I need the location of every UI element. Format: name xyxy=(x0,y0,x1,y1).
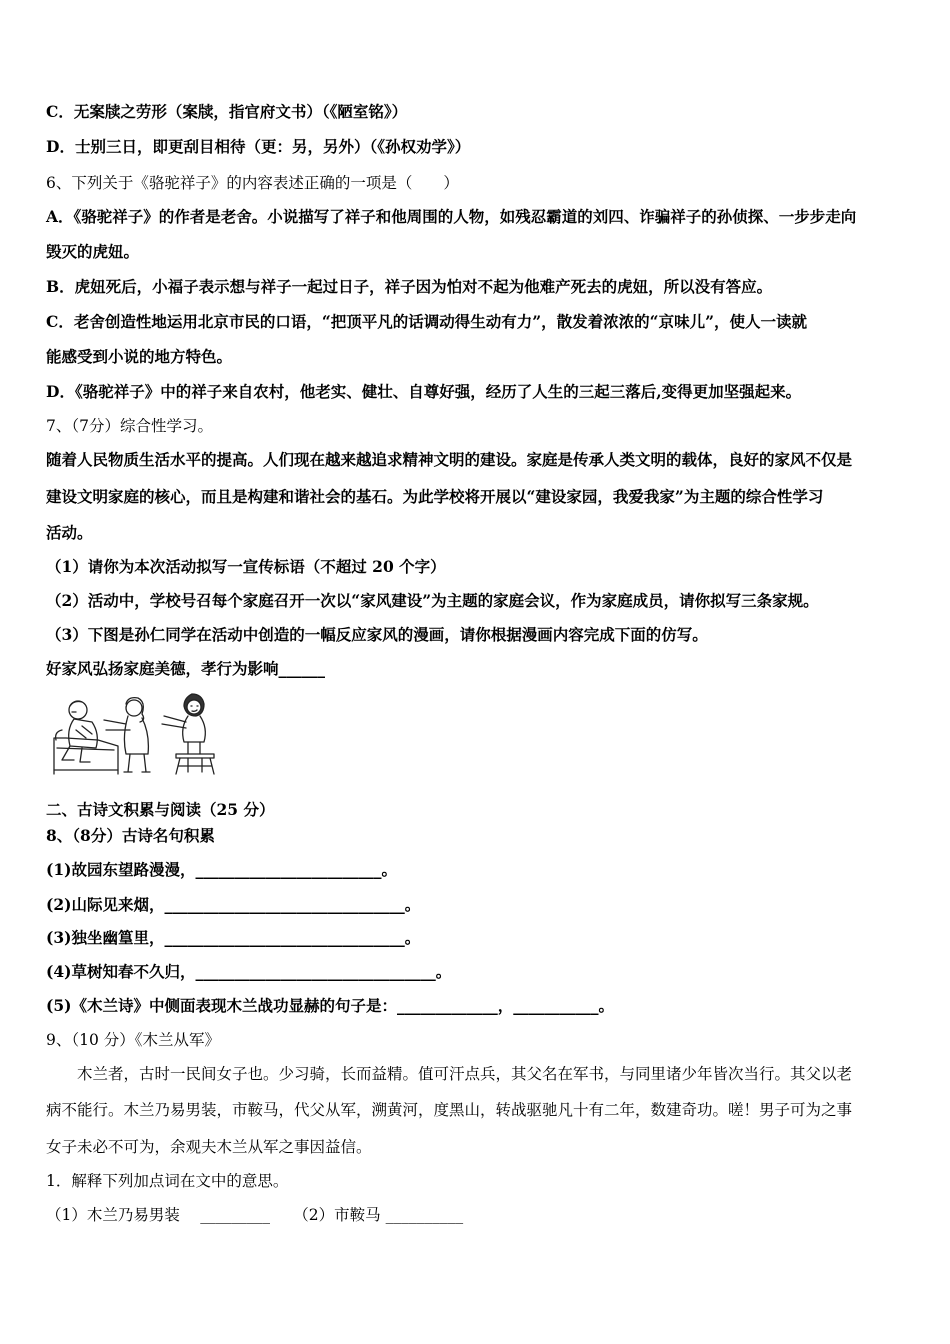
option-d-q5: D．士别三日，即更刮目相待（更：另，另外）（《孙权劝学》） xyxy=(46,137,471,156)
option-c-q5: C．无案牍之劳形（案牍，指官府文书）（《陋室铭》） xyxy=(46,102,408,121)
q7-subquestion-2: （2）活动中，学校号召每个家庭召开一次以“家风建设”为主题的家庭会议，作为家庭成员，请你拟写三条家规。 xyxy=(46,591,819,610)
option-b-q6: B．虎妞死后，小福子表示想与祥子一起过日子，祥子因为怕对不起为他难产死去的虎妞，所以没有答应。 xyxy=(46,277,773,296)
mulan-passage-line-2: 病不能行。木兰乃易男装，市鞍马，代父从军，溯黄河，度黑山，转战驱驰凡十有二年，数建奇功。嗟！男子可为之事 xyxy=(46,1101,853,1119)
question-8-title: 8、（8分）古诗名句积累 xyxy=(46,826,215,845)
q7-paragraph-line-2: 建设文明家庭的核心，而且是构建和谐社会的基石。为此学校将开展以“建设家园，我爱我家”为主题的综合性学习 xyxy=(46,487,824,506)
question-9-title: 9、（10 分）《木兰从军》 xyxy=(46,1031,221,1049)
q7-subquestion-3: （3）下图是孙仁同学在活动中创造的一幅反应家风的漫画，请你根据漫画内容完成下面的仿写。 xyxy=(46,625,708,644)
option-a-q6-cont: 毁灭的虎妞。 xyxy=(46,242,140,261)
poem-fill-2: (2)山际见来烟，_______________________________。 xyxy=(46,895,421,914)
option-c-q6-cont: 能感受到小说的地方特色。 xyxy=(46,347,233,366)
q7-paragraph-line-3: 活动。 xyxy=(46,523,93,542)
poem-fill-4: (4)草树知春不久归，_______________________________。 xyxy=(46,962,452,981)
poem-fill-3: (3)独坐幽篁里，_______________________________。 xyxy=(46,928,421,947)
mulan-passage-line-3: 女子未必不可为，余观夫木兰从军之事因益信。 xyxy=(46,1138,372,1156)
q7-paragraph-line-1: 随着人民物质生活水平的提高。人们现在越来越追求精神文明的建设。家庭是传承人类文明的载体，良好的家风不仅是 xyxy=(46,450,853,469)
family-cartoon-illustration xyxy=(52,690,232,776)
option-c-q6: C．老舍创造性地运用北京市民的口语，“把顶平凡的话调动得生动有力”，散发着浓浓的“京味儿”，使人一读就 xyxy=(46,312,808,331)
poem-fill-1: (1)故园东望路漫漫，________________________。 xyxy=(46,860,397,879)
mulan-passage-line-1: 木兰者，古时一民间女子也。少习骑，长而益精。值可汗点兵，其父名在军书，与同里诸少年皆次当行。其父以老 xyxy=(46,1065,853,1083)
q7-subquestion-1: （1）请你为本次活动拟写一宣传标语（不超过 20 个字） xyxy=(46,557,446,576)
option-a-q6: A．《骆驼祥子》的作者是老舍。小说描写了祥子和他周围的人物，如残忍霸道的刘四、诈骗祥子的孙侦探、一步步走向 xyxy=(46,207,857,226)
q9-word-explanations: （1）木兰乃易男装 _________ （2）市鞍马 __________ xyxy=(46,1206,464,1224)
poem-fill-5: (5)《木兰诗》中侧面表现木兰战功显赫的句子是：_____________，___________。 xyxy=(46,996,614,1015)
q9-subquestion-1: 1．解释下列加点词在文中的意思。 xyxy=(46,1172,289,1190)
question-7-title: 7、（7分）综合性学习。 xyxy=(46,417,213,435)
section-2-heading: 二、古诗文积累与阅读（25 分） xyxy=(46,800,275,819)
option-d-q6: D．《骆驼祥子》中的祥子来自农村，他老实、健壮、自尊好强，经历了人生的三起三落后,变得更加坚强起来。 xyxy=(46,382,802,401)
q7-fill-blank: 好家风弘扬家庭美德，孝行为影响______ xyxy=(46,659,326,678)
question-6-stem: 6、下列关于《骆驼祥子》的内容表述正确的一项是（ ） xyxy=(46,174,459,192)
